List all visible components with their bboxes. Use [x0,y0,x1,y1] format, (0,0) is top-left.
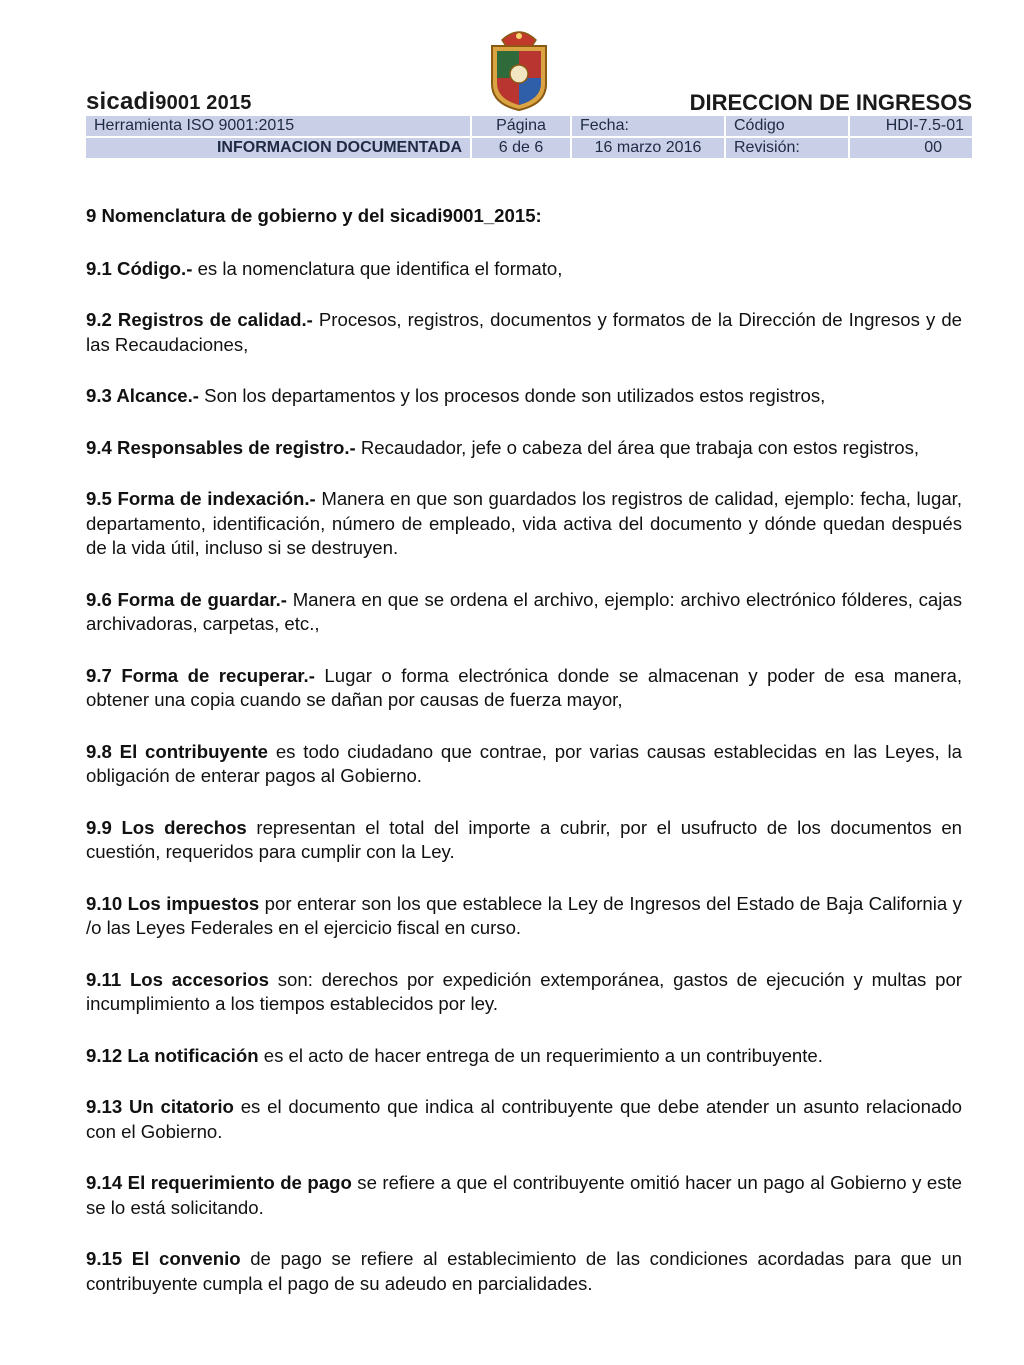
definition-term: 9.5 Forma de indexación.- [86,488,316,509]
definition-item [86,588,962,637]
definition-text: es el acto de hacer entrega de un requerimiento a un contribuyente. [258,1044,823,1066]
revision-label: Revisión: [726,138,848,158]
definition-item [86,740,962,789]
definition-text: se refiere a que el contribuyente omitió hacer un pago al Gobierno y este se lo está solicitando. [86,1172,962,1218]
definition-term: 9.7 Forma de recuperar.- [86,664,315,686]
definition-text: de pago se refiere al establecimiento de las condiciones acordadas para que un contribuyente cumpla el pago de su adeudo en parcialidades. [86,1248,962,1294]
definition-text: por enterar son los que establece la Ley de Ingresos del Estado de Baja California y /o las Leyes Federales en el ejercicio fiscal en curso. [86,892,962,938]
brand-suffix: 9001 2015 [155,92,252,114]
definition-text: Son los departamentos y los procesos donde son utilizados estos registros, [199,385,826,406]
definition-item [86,308,962,357]
definition-item [86,968,962,1017]
code-value: HDI-7.5-01 [850,116,972,136]
definition-term: 9.4 Responsables de registro.- [86,436,356,458]
brand-title [86,88,252,116]
date-label: Fecha: [572,116,724,136]
definition-item [86,257,962,282]
definition-item [86,487,962,561]
definition-item [86,816,962,865]
definition-term: 9.2 Registros de calidad.- [86,309,313,330]
definition-term: 9.13 Un citatorio [86,1096,234,1117]
doc-type-label: INFORMACION DOCUMENTADA [86,138,470,158]
definition-term: 9.11 Los accesorios [86,968,269,990]
definition-term: 9.14 El requerimiento de pago [86,1172,352,1193]
definition-text: es el documento que indica al contribuyente que debe atender un asunto relacionado con el Gobierno. [86,1096,963,1142]
definition-text: Manera en que son guardados los registros de calidad, ejemplo: fecha, lugar, departamento, identificación, número de empleado, vida activa del documento y dónde quedan después de la vida útil, incluso si se destruyen. [86,488,962,558]
definition-term: 9.12 La notificación [86,1044,259,1066]
definition-text: Recaudador, jefe o cabeza del área que trabaja con estos registros, [355,436,920,458]
definition-item [86,436,962,461]
definition-term: 9.9 Los derechos [86,816,247,838]
brand-name: sicadi [86,88,156,115]
revision-value: 00 [850,138,972,158]
definition-item [86,1171,962,1220]
definition-term: 9.6 Forma de guardar.- [86,588,287,610]
definition-text: son: derechos por expedición extemporánea, gastos de ejecución y multas por incumplimiento a los tiempos establecidos por ley. [86,968,962,1014]
definition-item [86,664,962,713]
definition-term: 9.8 El contribuyente [86,740,268,762]
definition-item [86,1247,962,1296]
department-title: DIRECCION DE INGRESOS [689,90,972,115]
definition-text: Lugar o forma electrónica donde se almacenan y poder de esa manera, obtener una copia cuando se dañan por causas de fuerza mayor, [86,664,962,710]
page-label: Página [472,116,570,136]
definition-text: es la nomenclatura que identifica el formato, [192,257,563,279]
definition-text: Manera en que se ordena el archivo, ejemplo: archivo electrónico fólderes, cajas archivadoras, carpetas, etc., [86,588,962,634]
definition-term: 9.3 Alcance.- [86,385,199,406]
definition-item [86,1095,962,1144]
definition-item [86,892,962,941]
date-value: 16 marzo 2016 [572,138,724,158]
definition-text: Procesos, registros, documentos y formatos de la Dirección de Ingresos y de las Recaudaciones, [86,309,963,355]
definition-text: representan el total del importe a cubrir, por el usufructo de los documentos en cuestión, requeridos para cumplir con la Ley. [86,816,962,862]
definition-item [86,1044,962,1069]
document-control-header [86,116,972,158]
section-title: 9 Nomenclatura de gobierno y del sicadi9001_2015: [86,205,542,226]
definition-term: 9.15 El convenio [86,1248,241,1269]
definition-text: es todo ciudadano que contrae, por varias causas establecidas en las Leyes, la obligación de enterar pagos al Gobierno. [86,740,962,786]
tool-label: Herramienta ISO 9001:2015 [86,116,470,136]
document-body [86,204,962,1323]
definition-item [86,384,962,409]
coat-of-arms-logo [486,26,552,112]
page-value: 6 de 6 [472,138,570,158]
code-label: Código [726,116,848,136]
definition-term: 9.10 Los impuestos [86,892,260,914]
definition-term: 9.1 Código.- [86,257,193,279]
